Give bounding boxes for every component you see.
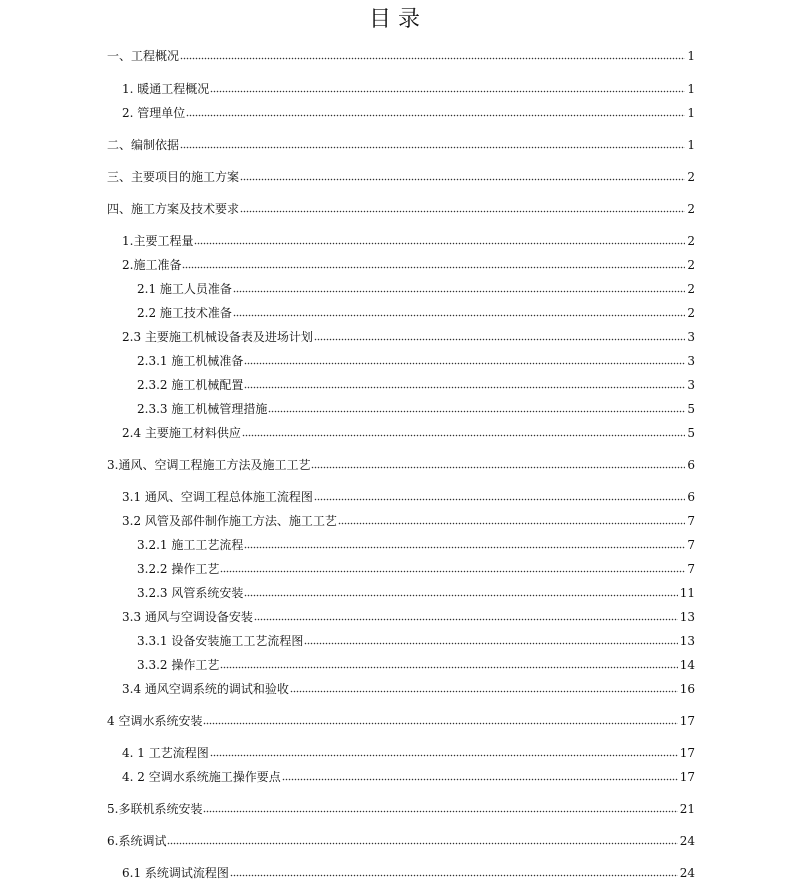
toc-leader-dots bbox=[240, 178, 685, 181]
toc-entry-page: 14 bbox=[679, 658, 695, 672]
toc-entry-label: 6.1 系统调试流程图 bbox=[122, 866, 229, 880]
toc-entry[interactable] bbox=[137, 562, 695, 576]
toc-entry-label: 3.2.1 施工工艺流程 bbox=[137, 538, 244, 552]
toc-entry-label: 一、工程概况 bbox=[107, 49, 180, 63]
toc-entry-page: 13 bbox=[679, 610, 695, 624]
toc-entry-label: 3.2 风管及部件制作施工方法、施工工艺 bbox=[122, 514, 337, 528]
toc-entry-label: 2.施工准备 bbox=[122, 258, 182, 272]
toc-entry-page: 17 bbox=[679, 770, 695, 784]
toc-entry-label: 2.2 施工技术准备 bbox=[137, 306, 232, 320]
toc-entry[interactable] bbox=[107, 202, 695, 216]
toc-leader-dots bbox=[220, 666, 677, 669]
toc-entry-page: 13 bbox=[679, 634, 695, 648]
toc-leader-dots bbox=[194, 242, 685, 245]
toc-leader-dots bbox=[282, 778, 678, 781]
toc-entry-page: 24 bbox=[679, 834, 695, 848]
toc-leader-dots bbox=[244, 546, 685, 549]
toc-entry[interactable] bbox=[122, 490, 695, 504]
toc-entry-label: 3.3.1 设备安装施工工艺流程图 bbox=[137, 634, 304, 648]
toc-entry-label: 2.3.1 施工机械准备 bbox=[137, 354, 244, 368]
toc-entry[interactable] bbox=[122, 106, 695, 120]
toc-entry[interactable] bbox=[107, 802, 695, 816]
toc-leader-dots bbox=[220, 570, 685, 573]
toc-entry-label: 1. 暖通工程概况 bbox=[122, 82, 210, 96]
toc-leader-dots bbox=[186, 114, 685, 117]
toc-entry-page: 1 bbox=[687, 82, 695, 96]
toc-entry-page: 21 bbox=[679, 802, 695, 816]
toc-entry-page: 17 bbox=[679, 746, 695, 760]
toc-leader-dots bbox=[233, 290, 685, 293]
toc-entry-page: 5 bbox=[687, 426, 695, 440]
toc-entry-page: 2 bbox=[687, 170, 695, 184]
toc-leader-dots bbox=[242, 434, 685, 437]
toc-entry-page: 2 bbox=[687, 258, 695, 272]
toc-entry-page: 7 bbox=[687, 514, 695, 528]
toc-leader-dots bbox=[244, 386, 685, 389]
toc-entry-page: 17 bbox=[679, 714, 695, 728]
toc-entry-page: 2 bbox=[687, 282, 695, 296]
toc-entry[interactable] bbox=[107, 49, 695, 63]
toc-title: 目 录 bbox=[369, 7, 420, 32]
toc-entry[interactable] bbox=[122, 82, 695, 96]
toc-entry-page: 2 bbox=[687, 202, 695, 216]
toc-entry-label: 2. 管理单位 bbox=[122, 106, 186, 120]
toc-entry-page: 7 bbox=[687, 562, 695, 576]
toc-leader-dots bbox=[210, 90, 685, 93]
toc-entry[interactable] bbox=[137, 586, 695, 600]
toc-entry-label: 3.4 通风空调系统的调试和验收 bbox=[122, 682, 289, 696]
toc-entry-label: 四、施工方案及技术要求 bbox=[107, 202, 240, 216]
toc-entry[interactable] bbox=[137, 282, 695, 296]
toc-entry[interactable] bbox=[107, 714, 695, 728]
toc-entry[interactable] bbox=[107, 138, 695, 152]
toc-leader-dots bbox=[304, 642, 677, 645]
toc-entry-label: 6.系统调试 bbox=[107, 834, 167, 848]
toc-entry-page: 24 bbox=[679, 866, 695, 880]
toc-entry-label: 3.3.2 操作工艺 bbox=[137, 658, 220, 672]
toc-entry-page: 2 bbox=[687, 306, 695, 320]
toc-entry-page: 11 bbox=[679, 586, 695, 600]
toc-entry-label: 2.1 施工人员准备 bbox=[137, 282, 232, 296]
toc-entry-label: 二、编制依据 bbox=[107, 138, 180, 152]
toc-entry-label: 4. 2 空调水系统施工操作要点 bbox=[122, 770, 281, 784]
toc-leader-dots bbox=[254, 618, 678, 621]
toc-entry-page: 7 bbox=[687, 538, 695, 552]
toc-entry-page: 1 bbox=[687, 106, 695, 120]
toc-entry[interactable] bbox=[122, 258, 695, 272]
toc-entry[interactable] bbox=[122, 234, 695, 248]
toc-entry-page: 3 bbox=[687, 378, 695, 392]
toc-leader-dots bbox=[180, 57, 685, 60]
toc-entry-label: 4 空调水系统安装 bbox=[107, 714, 203, 728]
toc-leader-dots bbox=[314, 338, 685, 341]
toc-entry-page: 6 bbox=[687, 490, 695, 504]
toc-leader-dots bbox=[244, 362, 685, 365]
toc-entry-page: 16 bbox=[679, 682, 695, 696]
toc-leader-dots bbox=[203, 810, 677, 813]
toc-entry-label: 三、主要项目的施工方案 bbox=[107, 170, 240, 184]
toc-entry[interactable] bbox=[137, 658, 695, 672]
toc-entry[interactable] bbox=[107, 834, 695, 848]
toc-leader-dots bbox=[203, 722, 677, 725]
toc-entry[interactable] bbox=[122, 330, 695, 344]
toc-entry-label: 3.1 通风、空调工程总体施工流程图 bbox=[122, 490, 313, 504]
toc-leader-dots bbox=[311, 466, 685, 469]
toc-entry[interactable] bbox=[137, 354, 695, 368]
toc-entry-page: 1 bbox=[687, 138, 695, 152]
toc-entry[interactable] bbox=[122, 610, 695, 624]
toc-entry-label: 3.2.2 操作工艺 bbox=[137, 562, 220, 576]
toc-leader-dots bbox=[210, 754, 678, 757]
toc-leader-dots bbox=[233, 314, 685, 317]
toc-leader-dots bbox=[182, 266, 685, 269]
toc-entry-label: 3.3 通风与空调设备安装 bbox=[122, 610, 253, 624]
toc-entry-page: 3 bbox=[687, 354, 695, 368]
toc-entry[interactable] bbox=[122, 746, 695, 760]
toc-entry-label: 3.2.3 风管系统安装 bbox=[137, 586, 244, 600]
toc-entry[interactable] bbox=[122, 770, 695, 784]
toc-leader-dots bbox=[230, 874, 678, 877]
toc-leader-dots bbox=[244, 594, 677, 597]
toc-leader-dots bbox=[167, 842, 677, 845]
toc-entry[interactable] bbox=[107, 458, 695, 472]
toc-leader-dots bbox=[180, 146, 685, 149]
toc-entry-label: 1.主要工程量 bbox=[122, 234, 194, 248]
toc-entry-label: 5.多联机系统安装 bbox=[107, 802, 203, 816]
toc-entry-label: 3.通风、空调工程施工方法及施工工艺 bbox=[107, 458, 311, 472]
toc-leader-dots bbox=[240, 210, 685, 213]
toc-entry-page: 3 bbox=[687, 330, 695, 344]
toc-entry-page: 6 bbox=[687, 458, 695, 472]
toc-entry[interactable] bbox=[122, 514, 695, 528]
toc-entry[interactable] bbox=[137, 402, 695, 416]
toc-entry-label: 2.3 主要施工机械设备表及进场计划 bbox=[122, 330, 313, 344]
toc-entry-label: 2.4 主要施工材料供应 bbox=[122, 426, 241, 440]
toc-entry[interactable] bbox=[122, 426, 695, 440]
toc-entry[interactable] bbox=[122, 866, 695, 880]
toc-entry[interactable] bbox=[137, 306, 695, 320]
toc-leader-dots bbox=[314, 498, 685, 501]
toc-entry-page: 2 bbox=[687, 234, 695, 248]
toc-entry-label: 2.3.2 施工机械配置 bbox=[137, 378, 244, 392]
toc-entry-label: 4. 1 工艺流程图 bbox=[122, 746, 209, 760]
toc-entry[interactable] bbox=[137, 378, 695, 392]
toc-entry-page: 1 bbox=[687, 49, 695, 63]
toc-entry[interactable] bbox=[122, 682, 695, 696]
toc-entry[interactable] bbox=[107, 170, 695, 184]
toc-leader-dots bbox=[290, 690, 678, 693]
toc-leader-dots bbox=[338, 522, 685, 525]
toc-entry-page: 5 bbox=[687, 402, 695, 416]
toc-leader-dots bbox=[268, 410, 685, 413]
toc-entry-label: 2.3.3 施工机械管理措施 bbox=[137, 402, 268, 416]
toc-entry[interactable] bbox=[137, 538, 695, 552]
toc-entry[interactable] bbox=[137, 634, 695, 648]
